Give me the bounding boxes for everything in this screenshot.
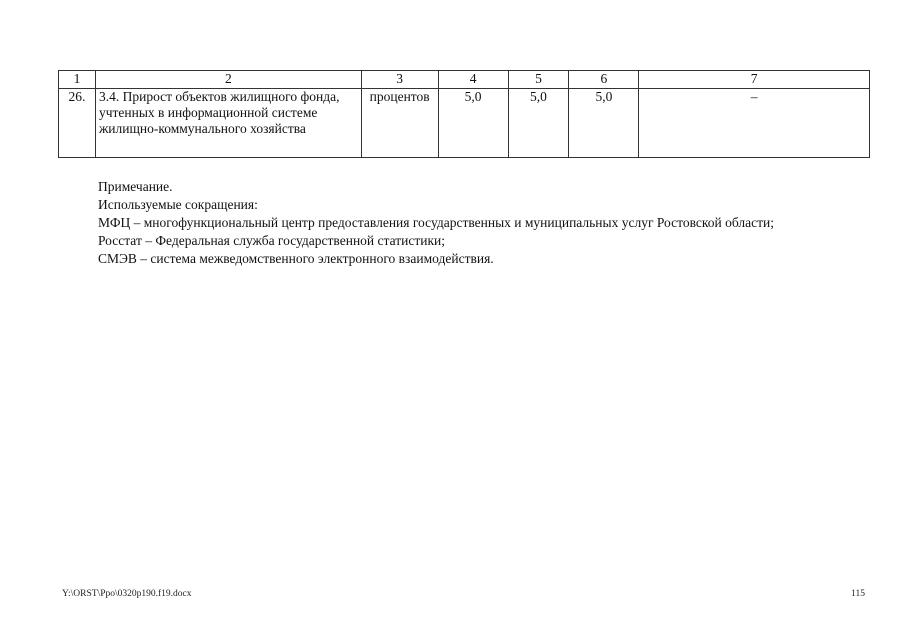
table-row xyxy=(59,89,870,158)
row-number-cell: 26. xyxy=(59,89,96,158)
value-cell-5: 5,0 xyxy=(508,89,569,158)
notes-intro: Используемые сокращения: xyxy=(98,197,258,212)
footer-page-number: 115 xyxy=(851,589,865,599)
column-header-4: 4 xyxy=(438,71,508,89)
indicator-name-cell: 3.4. Прирост объектов жилищного фонда, учтенных в информационной системе жилищно-коммунального хозяйства xyxy=(95,89,361,158)
column-header-5: 5 xyxy=(508,71,569,89)
table-header-row xyxy=(59,71,870,89)
abbreviation-item-rosstat: Росстат – Федеральная служба государственной статистики; xyxy=(98,233,445,248)
value-cell-6: 5,0 xyxy=(569,89,639,158)
column-header-1: 1 xyxy=(59,71,96,89)
column-header-3: 3 xyxy=(361,71,438,89)
column-header-7: 7 xyxy=(639,71,870,89)
column-header-2: 2 xyxy=(95,71,361,89)
value-cell-7: – xyxy=(639,89,870,158)
notes-title: Примечание. xyxy=(98,179,173,194)
notes-section xyxy=(98,178,878,268)
column-header-6: 6 xyxy=(569,71,639,89)
abbreviation-item-smev: СМЭВ – система межведомственного электронного взаимодействия. xyxy=(98,251,494,266)
abbreviation-item-mfc: МФЦ – многофункциональный центр предоставления государственных и муниципальных услуг Ростовской области; xyxy=(98,215,774,230)
indicators-table xyxy=(58,70,870,158)
footer-file-path: Y:\ORST\Ppo\0320p190.f19.docx xyxy=(62,589,192,599)
unit-cell: процентов xyxy=(361,89,438,158)
value-cell-4: 5,0 xyxy=(438,89,508,158)
